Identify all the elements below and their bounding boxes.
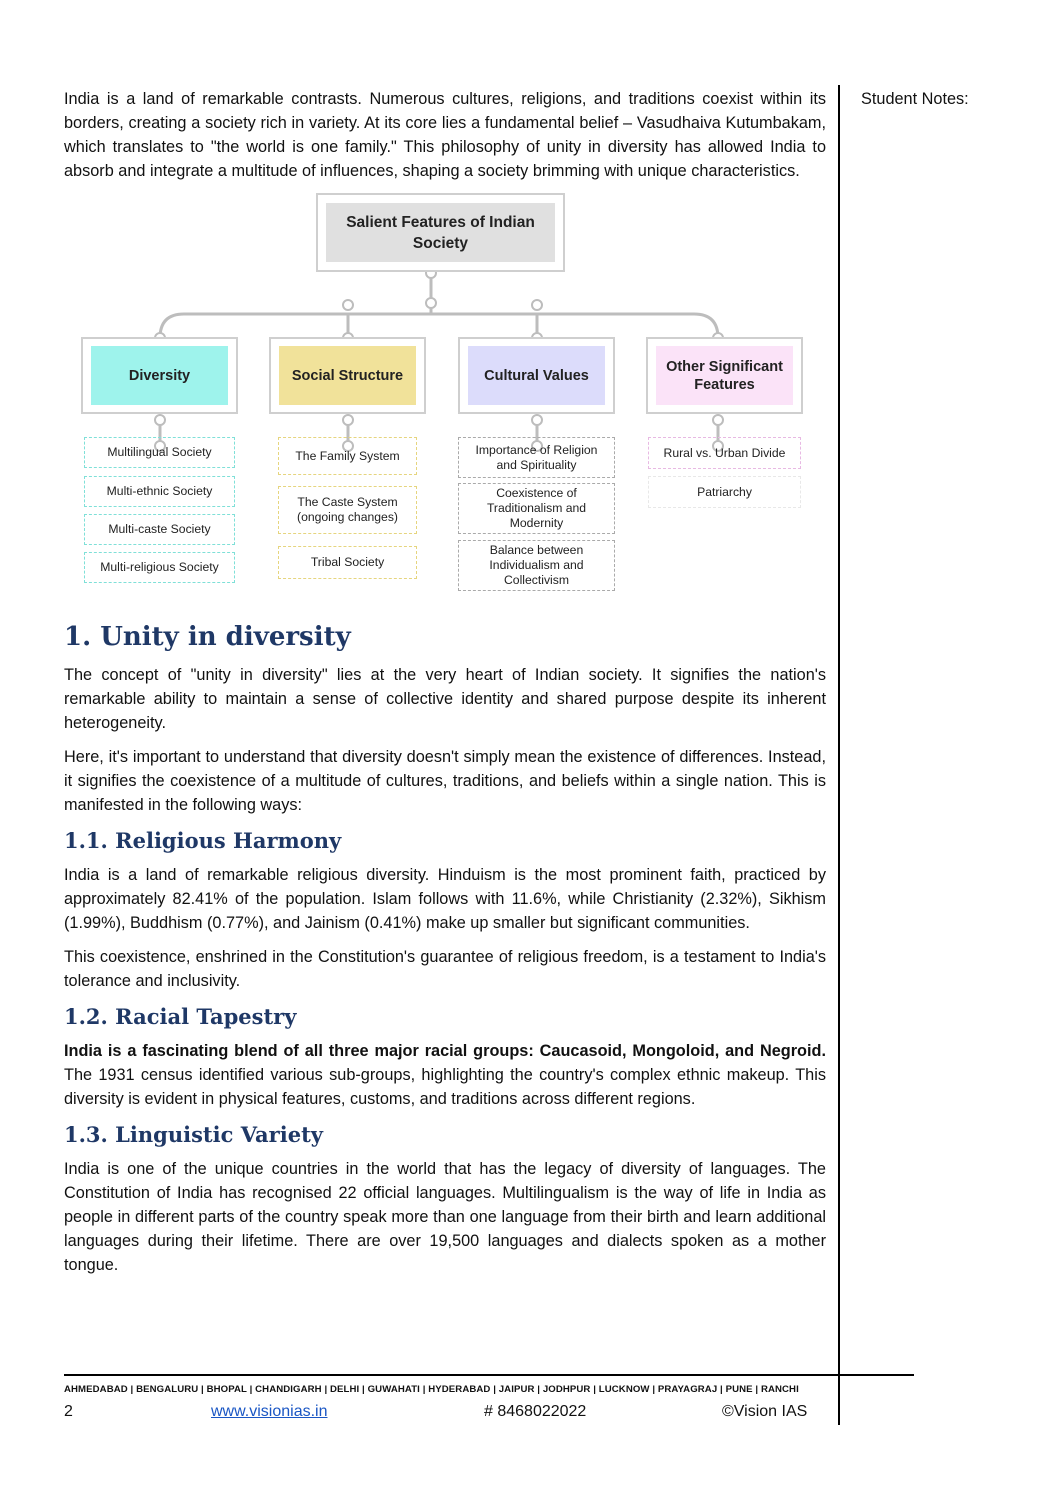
religious-paragraph-2: This coexistence, enshrined in the Constitution's guarantee of religious freedom, is a testament to India's tolerance and inclusivity. bbox=[64, 948, 826, 990]
leaf-traditionalism-modernity: Coexistence of Traditionalism and Modernity bbox=[458, 483, 615, 534]
linguistic-paragraph: India is one of the unique countries in the world that has the legacy of diversity of languages. The Constitution of India has recognised 22 official languages. Multilingualism is the way of life in India as people in different parts of the country speak more than one language from their birth and learn additional languages during their lifetime. There are over 19,500 languages and dialects spoken as a mother tongue. bbox=[64, 1160, 826, 1274]
footer-copyright: ©Vision IAS bbox=[722, 1403, 808, 1420]
category-diversity: Diversity bbox=[91, 346, 228, 405]
leaf-tribal-society: Tribal Society bbox=[278, 546, 417, 579]
leaf-multi-ethnic: Multi-ethnic Society bbox=[84, 476, 235, 507]
section-title-religious: 1.1. Religious Harmony bbox=[64, 828, 342, 853]
features-diagram bbox=[64, 193, 826, 601]
section-title-unity: 1. Unity in diversity bbox=[64, 622, 351, 652]
leaf-family-system: The Family System bbox=[278, 437, 417, 475]
unity-paragraph-1: The concept of "unity in diversity" lies at the very heart of Indian society. It signifies the nation's remarkable ability to maintain a sense of collective identity and shared purpose despite its inherent heterogeneity. bbox=[64, 666, 826, 732]
leaf-religion-spirituality: Importance of Religion and Spirituality bbox=[458, 437, 615, 478]
leaf-patriarchy: Patriarchy bbox=[648, 476, 801, 508]
section-title-linguistic: 1.3. Linguistic Variety bbox=[64, 1122, 323, 1147]
unity-paragraph-2: Here, it's important to understand that diversity doesn't simply mean the existence of differences. Instead, it signifies the coexistence of a multitude of cultures, traditions, and beliefs within a single nation. This is manifested in the following ways: bbox=[64, 748, 826, 814]
footer-phone: # 8468022022 bbox=[484, 1403, 587, 1420]
footer-website-wrap bbox=[211, 1403, 327, 1421]
root-node: Salient Features of Indian Society bbox=[326, 203, 555, 262]
category-other-features: Other Significant Features bbox=[656, 346, 793, 405]
racial-bold-text: India is a fascinating blend of all three major racial groups: Caucasoid, Mongoloid, and Negroid. bbox=[64, 1042, 826, 1060]
main-content bbox=[64, 87, 826, 1287]
leaf-multi-religious: Multi-religious Society bbox=[84, 552, 235, 583]
religious-paragraph-1: India is a land of remarkable religious diversity. Hinduism is the most prominent faith, practiced by approximately 82.41% of the population. Islam follows with 11.6%, while Christianity (2.32%), Sikhism (1.99%), Buddhism (0.77%), and Jainism (0.41%) make up smaller but significant communities. bbox=[64, 866, 826, 932]
section-title-racial: 1.2. Racial Tapestry bbox=[64, 1004, 297, 1029]
page-number: 2 bbox=[64, 1403, 73, 1420]
leaf-individualism-collectivism: Balance between Individualism and Collectivism bbox=[458, 540, 615, 591]
notes-divider bbox=[838, 85, 840, 1425]
category-cultural-values: Cultural Values bbox=[468, 346, 605, 405]
leaf-multi-caste: Multi-caste Society bbox=[84, 514, 235, 545]
leaf-rural-urban: Rural vs. Urban Divide bbox=[648, 437, 801, 469]
footer-rule bbox=[64, 1374, 914, 1376]
racial-paragraph bbox=[64, 1039, 826, 1111]
leaf-multilingual: Multilingual Society bbox=[84, 437, 235, 468]
racial-text: The 1931 census identified various sub-groups, highlighting the country's complex ethnic makeup. This diversity is evident in physical features, customs, and traditions across different regions. bbox=[64, 1066, 826, 1108]
footer-cities: AHMEDABAD | BENGALURU | BHOPAL | CHANDIGARH | DELHI | GUWAHATI | HYDERABAD | JAIPUR | JODHPUR | LUCKNOW | PRAYAGRAJ | PUNE | RANCHI bbox=[64, 1384, 799, 1395]
intro-paragraph: India is a land of remarkable contrasts. Numerous cultures, religions, and traditions coexist within its borders, creating a society rich in variety. At its core lies a fundamental belief – Vasudhaiva Kutumbakam, which translates to "the world is one family." This philosophy of unity in diversity has allowed India to absorb and integrate a multitude of influences, shaping a society brimming with unique characteristics. bbox=[64, 90, 826, 180]
website-link[interactable]: www.visionias.in bbox=[211, 1403, 328, 1420]
leaf-caste-system: The Caste System (ongoing changes) bbox=[278, 486, 417, 534]
student-notes-label: Student Notes: bbox=[861, 90, 969, 108]
category-social-structure: Social Structure bbox=[279, 346, 416, 405]
